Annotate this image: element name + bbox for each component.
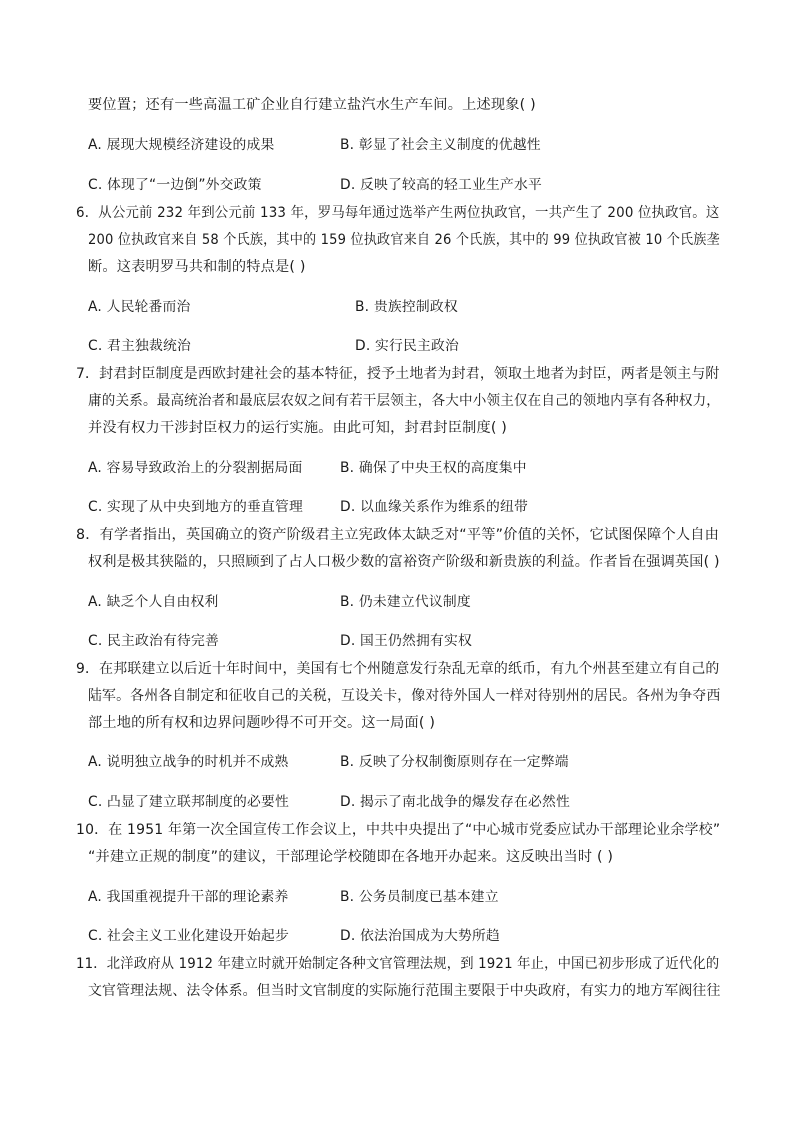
- q5-stem-line: 要位置；还有一些高温工矿企业自行建立盐汽水生产车间。上述现象( ): [88, 97, 536, 113]
- q9-stem-line: 部土地的所有权和边界问题吵得不可开交。这一局面( ): [88, 715, 436, 731]
- q8-option-b: B. 仍未建立代议制度: [340, 594, 471, 610]
- q6-stem-line: 200 位执政官来自 58 个氏族，其中的 159 位执政官来自 26 个氏族，其中的 99 位执政官被 10 个氏族垄: [88, 232, 720, 248]
- q5-option-d: D. 反映了较高的轻工业生产水平: [340, 177, 542, 193]
- q5-option-a: A. 展现大规模经济建设的成果: [88, 137, 275, 153]
- q9-option-a: A. 说明独立战争的时机并不成熟: [88, 754, 289, 770]
- q9-stem-line: 陆军。各州各自制定和征收自己的关税，互设关卡，像对待外国人一样对待别州的居民。各州为争夺西: [88, 688, 721, 704]
- q6-option-c: C. 君主独裁统治: [88, 338, 191, 354]
- q7-option-a: A. 容易导致政治上的分裂割据局面: [88, 460, 303, 476]
- q6-stem-line: 断。这表明罗马共和制的特点是( ): [88, 259, 306, 275]
- q8-stem-line: 8．有学者指出，英国确立的资产阶级君主立宪政体太缺乏对“平等”价值的关怀，它试图保障个人自由: [76, 527, 719, 543]
- q7-option-c: C. 实现了从中央到地方的垂直管理: [88, 499, 303, 515]
- q9-option-d: D. 揭示了南北战争的爆发存在必然性: [340, 794, 570, 810]
- q5-option-b: B. 彰显了社会主义制度的优越性: [340, 137, 541, 153]
- q6-option-d: D. 实行民主政治: [355, 338, 459, 354]
- q9-option-b: B. 反映了分权制衡原则存在一定弊端: [340, 754, 569, 770]
- q5-option-c: C. 体现了“一边倒”外交政策: [88, 177, 262, 193]
- q7-option-d: D. 以血缘关系作为维系的纽带: [340, 499, 528, 515]
- q7-option-b: B. 确保了中央王权的高度集中: [340, 460, 527, 476]
- q6-stem-line: 6．从公元前 232 年到公元前 133 年，罗马每年通过选举产生两位执政官，一共产生了 200 位执政官。这: [76, 205, 720, 221]
- q8-option-a: A. 缺乏个人自由权利: [88, 594, 219, 610]
- q10-option-c: C. 社会主义工业化建设开始起步: [88, 928, 289, 944]
- q7-stem-line: 7．封君封臣制度是西欧封建社会的基本特征，授予土地者为封君，领取土地者为封臣，两者是领主与附: [76, 366, 720, 382]
- q10-option-d: D. 依法治国成为大势所趋: [340, 928, 500, 944]
- q10-stem-line: 10．在 1951 年第一次全国宣传工作会议上，中共中央提出了“中心城市党委应试办干部理论业余学校”: [76, 822, 721, 838]
- q8-option-c: C. 民主政治有待完善: [88, 633, 219, 649]
- q6-option-b: B. 贵族控制政权: [355, 299, 458, 315]
- q7-stem-line: 并没有权力干涉封臣权力的运行实施。由此可知，封君封臣制度( ): [88, 420, 508, 436]
- q6-option-a: A. 人民轮番而治: [88, 299, 191, 315]
- q10-option-a: A. 我国重视提升干部的理论素养: [88, 889, 289, 905]
- q9-option-c: C. 凸显了建立联邦制度的必要性: [88, 794, 289, 810]
- q11-stem-line: 11．北洋政府从 1912 年建立时就开始制定各种文官管理法规，到 1921 年止，中国已初步形成了近代化的: [76, 956, 720, 972]
- q9-stem-line: 9．在邦联建立以后近十年时间中，美国有七个州随意发行杂乱无章的纸币，有九个州甚至建立有自己的: [76, 661, 720, 677]
- q8-stem-line: 权利是极其狭隘的，只照顾到了占人口极少数的富裕资产阶级和新贵族的利益。作者旨在强调英国( ): [88, 554, 720, 570]
- q10-option-b: B. 公务员制度已基本建立: [340, 889, 499, 905]
- q8-option-d: D. 国王仍然拥有实权: [340, 633, 472, 649]
- q11-stem-line: 文官管理法规、法令体系。但当时文官制度的实际施行范围主要限于中央政府，有实力的地方军阀往往: [88, 983, 721, 999]
- q10-stem-line: “并建立正规的制度”的建议，干部理论学校随即在各地开办起来。这反映出当时 ( ): [88, 849, 614, 865]
- q7-stem-line: 庸的关系。最高统治者和最底层农奴之间有若干层领主，各大中小领主仅在自己的领地内享有各种权力，: [88, 393, 721, 409]
